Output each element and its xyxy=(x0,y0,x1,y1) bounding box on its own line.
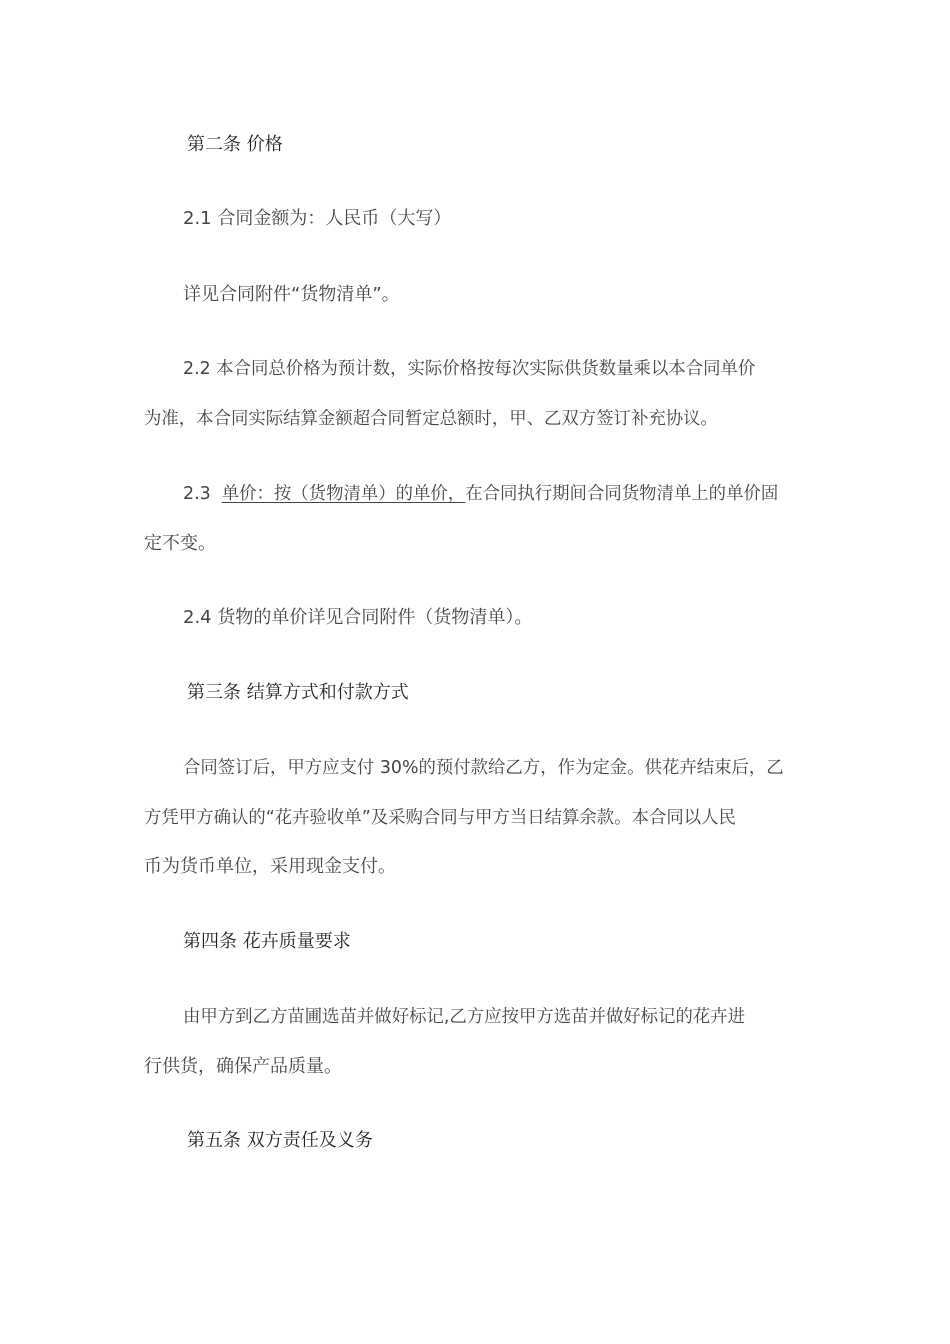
article-2-heading: 第二条 价格 xyxy=(187,134,283,155)
clause-2-3-number: 2.3 xyxy=(183,484,222,504)
clause-2-3-line-1 xyxy=(183,482,778,506)
article-3-line-3: 币为货币单位，采用现金支付。 xyxy=(144,856,396,877)
article-4-line-2: 行供货，确保产品质量。 xyxy=(144,1056,342,1077)
clause-2-1-detail: 详见合同附件“货物清单”。 xyxy=(183,284,400,305)
clause-2-1: 2.1 合同金额为：人民币（大写） xyxy=(183,208,452,229)
clause-2-4: 2.4 货物的单价详见合同附件（货物清单）。 xyxy=(183,607,533,628)
article-4-heading: 第四条 花卉质量要求 xyxy=(183,931,351,952)
clause-2-2-line-1: 2.2 本合同总价格为预计数，实际价格按每次实际供货数量乘以本合同单价 xyxy=(183,359,756,379)
article-3-heading: 第三条 结算方式和付款方式 xyxy=(187,682,409,703)
clause-2-3-underlined-text: 单价：按（货物清单）的单价， xyxy=(221,484,466,504)
clause-2-3-line-2: 定不变。 xyxy=(144,533,216,554)
clause-2-3-rest-text: 在合同执行期间合同货物清单上的单价固 xyxy=(465,484,779,504)
article-4-line-1: 由甲方到乙方苗圃选苗并做好标记,乙方应按甲方选苗并做好标记的花卉进 xyxy=(183,1007,746,1027)
article-3-line-1: 合同签订后，甲方应支付 30%的预付款给乙方，作为定金。供花卉结束后，乙 xyxy=(183,758,784,778)
article-3-line-2: 方凭甲方确认的“花卉验收单”及采购合同与甲方当日结算余款。本合同以人民 xyxy=(144,808,736,828)
clause-2-2-line-2: 为准，本合同实际结算金额超合同暂定总额时，甲、乙双方签订补充协议。 xyxy=(144,409,718,429)
article-5-heading: 第五条 双方责任及义务 xyxy=(187,1130,373,1151)
